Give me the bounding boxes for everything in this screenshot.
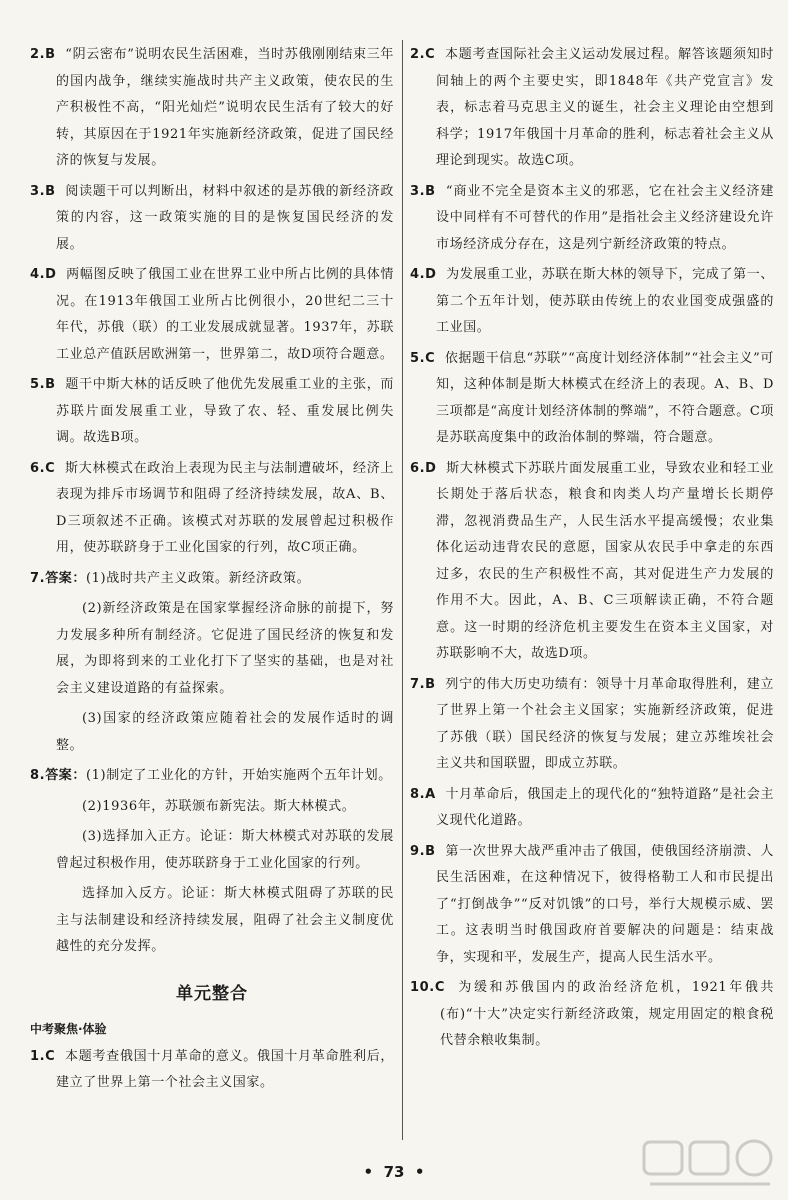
answer-text: 为缓和苏俄国内的政治经济危机，1921年俄共(布)“十大”决定实行新经济政策，规定用固定的粮食税代替余粮收集制。 bbox=[440, 980, 774, 1048]
answer-number: 6.D bbox=[410, 460, 437, 476]
answer-number: 8. bbox=[30, 768, 46, 783]
answer-item bbox=[410, 262, 774, 342]
page-number-value: 73 bbox=[383, 1163, 405, 1181]
answer-number: 5.B bbox=[30, 377, 56, 392]
answer-text: 本题考查俄国十月革命的意义。俄国十月革命胜利后，建立了世界上第一个社会主义国家。 bbox=[56, 1048, 395, 1090]
answer-item bbox=[30, 1044, 394, 1097]
answer-item bbox=[30, 456, 394, 562]
left-column bbox=[30, 42, 394, 1101]
answer-sub-paragraph: (2)1936年，苏联颁布新宪法。斯大林模式。 bbox=[82, 798, 356, 814]
answer-text: “商业不完全是资本主义的邪恶，它在社会主义经济建设中同样有不可替代的作用”是指社会主义经济建设允许市场经济成分存在，这是列宁新经济政策的特点。 bbox=[436, 183, 774, 252]
answer-number: 5.C bbox=[410, 350, 436, 366]
answer-number: 3.B bbox=[410, 183, 436, 199]
answer-item bbox=[30, 179, 394, 259]
answer-item bbox=[30, 262, 394, 368]
answer-label: 答案 bbox=[45, 768, 73, 783]
right-column bbox=[410, 42, 774, 1059]
answer-sub-paragraph: (2)新经济政策是在国家掌握经济命脉的前提下，努力发展多种所有制经济。它促进了国民经济的恢复和发展，为即将到来的工业化打下了坚实的基础，也是对社会主义建设道路的有益探索。 bbox=[56, 601, 394, 696]
answer-item bbox=[410, 782, 774, 835]
answer-item bbox=[410, 346, 774, 452]
answer-item-8: 8.答案：(1)制定了工业化的方针，开始实施两个五年计划。 bbox=[30, 768, 392, 783]
answer-item bbox=[410, 672, 774, 778]
answer-number: 8.A bbox=[410, 786, 436, 802]
answer-item bbox=[410, 975, 774, 1055]
answer-number: 4.D bbox=[30, 267, 57, 282]
answer-text: 两幅图反映了俄国工业在世界工业中所占比例的具体情况。在1913年俄国工业所占比例很小，20世纪二三十年代，苏俄（联）的工业发展成就显著。1937年，苏联工业总产值跃居欧洲第一，世界第二，故D项符合题意。 bbox=[56, 267, 394, 362]
answer-item bbox=[410, 42, 774, 175]
answer-text: 为发展重工业，苏联在斯大林的领导下，完成了第一、第二个五年计划，使苏联由传统上的农业国变成强盛的工业国。 bbox=[436, 267, 774, 335]
answer-text: 依据题干信息“苏联”“高度计划经济体制”“社会主义”可知，这种体制是斯大林模式在经济上的表现。A、B、D三项都是“高度计划经济体制的弊端”，不符合题意。C项是苏联高度集中的政治体制的弊端，符合题意。 bbox=[436, 350, 775, 445]
answer-number: 7. bbox=[30, 570, 46, 586]
page-number: • 73 • bbox=[363, 1163, 425, 1181]
answer-item bbox=[410, 456, 774, 668]
answer-text: 第一次世界大战严重冲击了俄国，使俄国经济崩溃、人民生活困难，在这种情况下，彼得格勒工人和市民提出了“打倒战争”“反对饥饿”的口号，举行大规模示威、罢工。这表明当时俄国政府首要解决的问题是：结束战争，实现和平，发展生产，提高人民生活水平。 bbox=[436, 843, 775, 965]
answer-number: 3.B bbox=[30, 183, 56, 199]
column-divider bbox=[402, 40, 403, 1140]
answer-text: 斯大林模式下苏联片面发展重工业，导致农业和轻工业长期处于落后状态，粮食和肉类人均产量增长长期停滞，忽视消费品生产，人民生活水平提高缓慢；农业集体化运动违背农民的意愿，国家从农民手中拿走的东西过多，农民的生产积极性不高，其对促进生产力发展的作用不大。因此，A、B、C三项解读正确，不符合题意。这一时期的经济危机主要发生在资本主义国家，对苏联影响不大，故选D项。 bbox=[436, 460, 774, 661]
answer-number: 2.C bbox=[410, 47, 436, 62]
answer-text: 列宁的伟大历史功绩有：领导十月革命取得胜利，建立了世界上第一个社会主义国家；实施新经济政策，促进了苏俄（联）国民经济的恢复与发展；建立苏维埃社会主义共和国联盟，即成立苏联。 bbox=[436, 676, 775, 771]
answer-item bbox=[410, 839, 774, 972]
answer-text: (1)战时共产主义政策。新经济政策。 bbox=[86, 570, 311, 586]
answer-number: 4.D bbox=[410, 267, 437, 282]
answer-number: 1.C bbox=[30, 1048, 56, 1064]
answer-sub-paragraph: 选择加入反方。论证：斯大林模式阻碍了苏联的民主与法制建设和经济持续发展，阻碍了社会主义制度优越性的充分发挥。 bbox=[56, 886, 394, 954]
answer-text: 十月革命后，俄国走上的现代化的“独特道路”是社会主义现代化道路。 bbox=[436, 786, 774, 828]
answer-text: 阅读题干可以判断出，材料中叙述的是苏俄的新经济政策的内容，这一政策实施的目的是恢复国民经济的发展。 bbox=[56, 183, 395, 252]
answer-label: 答案 bbox=[45, 570, 73, 586]
answer-number: 9.B bbox=[410, 843, 436, 859]
answer-number: 10.C bbox=[410, 980, 445, 995]
answer-item bbox=[410, 179, 774, 259]
answer-number: 6.C bbox=[30, 460, 56, 476]
answer-number: 7.B bbox=[410, 676, 436, 692]
subsection-heading: 中考聚焦·体验 bbox=[30, 1021, 107, 1036]
answer-text: 斯大林模式在政治上表现为民主与法制遭破坏，经济上表现为排斥市场调节和阻碍了经济持续发展，故A、B、D三项叙述不正确。该模式对苏联的发展曾起过积极作用，使苏联跻身于工业化国家的行列，故C项正确。 bbox=[56, 460, 395, 555]
answer-item bbox=[30, 42, 394, 175]
answer-text: (1)制定了工业化的方针，开始实施两个五年计划。 bbox=[86, 768, 392, 783]
answer-number: 2.B bbox=[30, 47, 56, 62]
answer-sub-paragraph: (3)选择加入正方。论证：斯大林模式对苏联的发展曾起过积极作用，使苏联跻身于工业化国家的行列。 bbox=[56, 829, 394, 871]
answer-sub-paragraph: (3)国家的经济政策应随着社会的发展作适时的调整。 bbox=[56, 711, 394, 753]
answer-item bbox=[30, 372, 394, 452]
watermark-logo-icon bbox=[640, 1136, 780, 1196]
section-title: 单元整合 bbox=[176, 983, 248, 1004]
answer-text: 本题考查国际社会主义运动发展过程。解答该题须知时间轴上的两个主要史实，即1848年《共产党宣言》发表，标志着马克思主义的诞生，社会主义理论由空想到科学；1917年俄国十月革命的胜利，标志着社会主义从理论到现实。故选C项。 bbox=[436, 47, 775, 168]
answer-text: 题干中斯大林的话反映了他优先发展重工业的主张，而苏联片面发展重工业，导致了农、轻、重发展比例失调。故选B项。 bbox=[56, 377, 395, 445]
answer-text: “阴云密布”说明农民生活困难，当时苏俄刚刚结束三年的国内战争，继续实施战时共产主义政策，使农民的生产积极性不高，“阳光灿烂”说明农民生活有了较大的好转，其原因在于1921年实施新经济政策，促进了国民经济的恢复与发展。 bbox=[56, 47, 395, 168]
answer-item-7: 7.答案：(1)战时共产主义政策。新经济政策。 bbox=[30, 570, 311, 586]
